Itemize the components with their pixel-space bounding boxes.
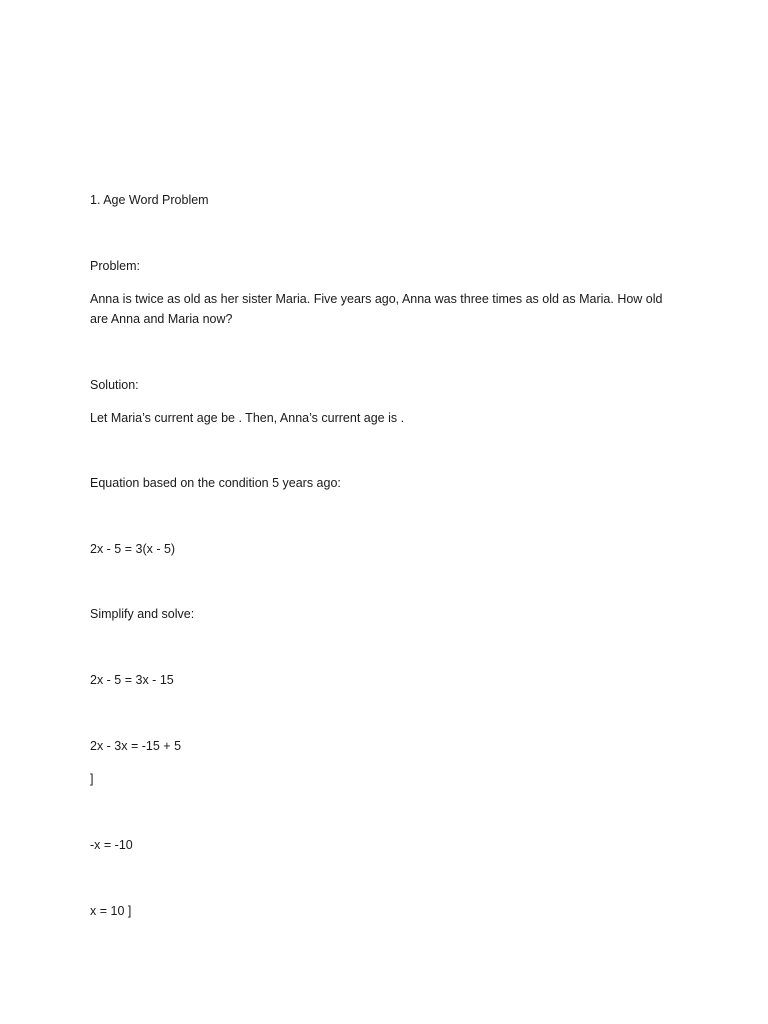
simplify-label: Simplify and solve: bbox=[90, 607, 195, 621]
solution-label: Solution: bbox=[90, 378, 139, 392]
section-heading: 1. Age Word Problem bbox=[90, 193, 209, 207]
equation-line-4: -x = -10 bbox=[90, 838, 133, 852]
equation-line-3: 2x - 3x = -15 + 5 bbox=[90, 739, 182, 753]
problem-label: Problem: bbox=[90, 259, 141, 273]
equation-line-5: x = 10 ] bbox=[90, 904, 132, 918]
equation-line-1: 2x - 5 = 3(x - 5) bbox=[90, 542, 176, 556]
problem-text: Anna is twice as old as her sister Maria. Five years ago, Anna was three times as old as Maria. How old are Anna and Maria now? bbox=[90, 292, 663, 326]
bracket-line: ] bbox=[90, 772, 94, 786]
solution-intro: Let Maria’s current age be . Then, Anna’s current age is . bbox=[90, 411, 405, 425]
equation-line-2: 2x - 5 = 3x - 15 bbox=[90, 673, 174, 687]
equation-intro: Equation based on the condition 5 years ago: bbox=[90, 476, 341, 490]
